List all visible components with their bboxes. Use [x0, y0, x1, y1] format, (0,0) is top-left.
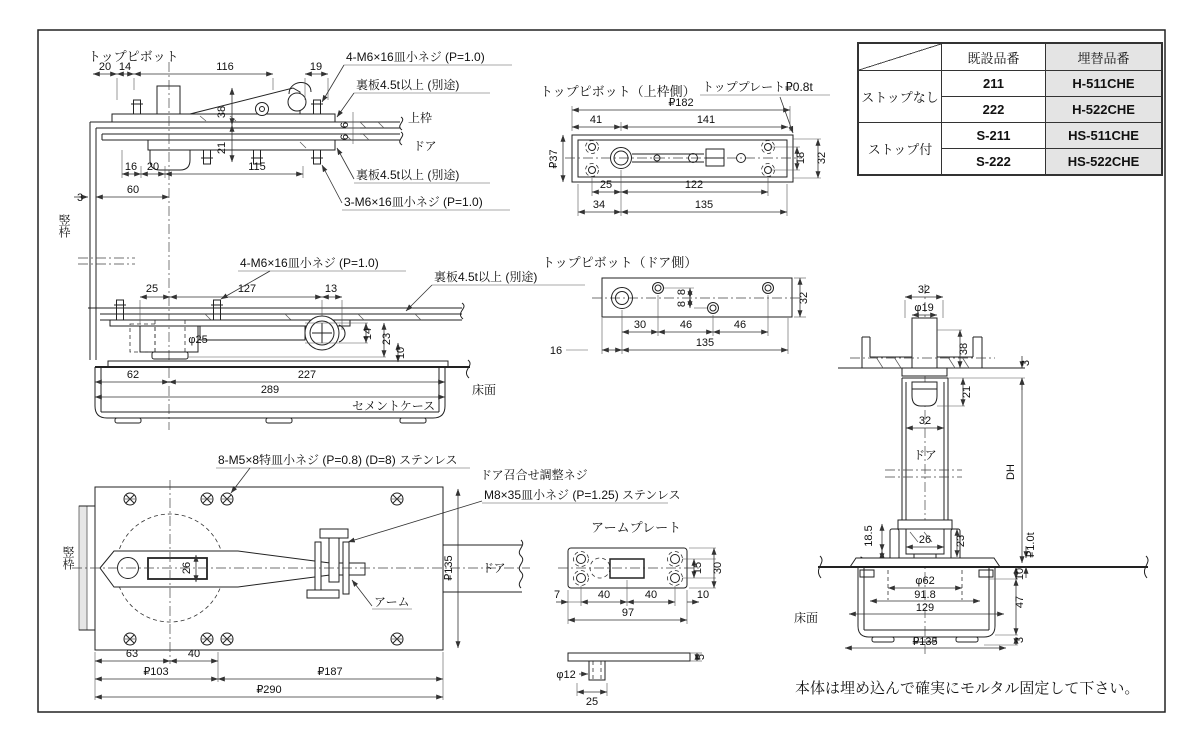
dim-label: 10 — [395, 346, 407, 360]
dim-label: 3 — [1020, 359, 1032, 367]
drawing-title: トップピボット（上枠側） — [540, 84, 696, 99]
dim-label: 10 — [1014, 567, 1026, 581]
door-label: ドア — [482, 561, 506, 575]
side-frame-label: 竪枠 — [57, 214, 71, 238]
dim-label: 289 — [260, 384, 280, 396]
arm-label: アーム — [374, 595, 410, 609]
dim-label: 34 — [592, 199, 606, 211]
door-label: ドア — [913, 448, 937, 462]
dim-label: φ62 — [915, 575, 935, 587]
installation-note: 本体は埋め込んで確実にモルタル固定して下さい。 — [795, 680, 1140, 697]
screw-spec-label: 3-M6×16皿小ネジ (P=1.0) — [344, 195, 483, 209]
dim-label: 8 — [676, 288, 688, 296]
dim-label: 38 — [216, 105, 228, 119]
upper-frame-label: 上枠 — [408, 111, 433, 125]
screw-spec-label: 8-M5×8特皿小ネジ (P=0.8) (D=8) ステンレス — [218, 453, 458, 467]
dim-label: 16 — [124, 161, 138, 173]
dim-label: 46 — [679, 319, 693, 331]
dim-label: 25 — [145, 283, 159, 295]
dim-label: 41 — [589, 114, 603, 126]
dim-label: 63 — [125, 648, 139, 660]
table-cell-replacement: HS-511CHE — [1045, 122, 1161, 148]
dim-label: 18 — [795, 151, 807, 165]
dim-label: 6 — [339, 121, 351, 129]
dim-label: φ12 — [556, 669, 576, 681]
dim-label: 21 — [216, 141, 228, 155]
dim-label: ₽103 — [143, 666, 169, 678]
adjust-screw-label: M8×35皿小ネジ (P=1.25) ステンレス — [484, 488, 681, 502]
top-plate-label: トッププレート₽0.8t — [702, 80, 813, 94]
drawing-title: トップピボット — [88, 49, 179, 64]
dim-label: φ25 — [188, 334, 208, 346]
dim-label: 91.8 — [914, 589, 936, 601]
door-label: ドア — [413, 139, 437, 153]
dim-label: 122 — [684, 179, 704, 191]
dim-label: 32 — [816, 151, 828, 165]
dim-label: 141 — [696, 114, 716, 126]
dim-label: 21 — [961, 385, 973, 399]
dim-label: 10 — [696, 589, 710, 601]
dim-label: 116 — [216, 61, 234, 73]
adjust-screw-label: ドア召合せ調整ネジ — [480, 468, 588, 482]
dim-label: 115 — [248, 161, 266, 173]
dim-label: 23 — [955, 534, 967, 548]
dim-label: 40 — [644, 589, 658, 601]
dim-label: 135 — [694, 199, 714, 211]
dim-label: 25 — [585, 696, 599, 708]
dim-label: 20 — [98, 61, 112, 73]
cement-case-label: セメントケース — [352, 399, 436, 413]
backing-plate-label: 裏板4.5t以上 (別途) — [434, 270, 538, 284]
backing-plate-label: 裏板4.5t以上 (別途) — [356, 168, 460, 182]
drawing-title: トップピボット（ドア側） — [542, 255, 698, 270]
table-header-replacement: 埋替品番 — [1045, 44, 1161, 70]
dim-label: 40 — [597, 589, 611, 601]
floor-label: 床面 — [793, 611, 819, 625]
dim-label: 32 — [798, 291, 810, 305]
drawing-top-pivot-door-side — [542, 255, 810, 357]
dim-label: ₽290 — [256, 684, 282, 696]
drawing-plan-view — [61, 452, 681, 700]
table-cell-model: S-222 — [941, 148, 1045, 174]
table-group-no-stop: ストップなし — [859, 70, 941, 122]
dim-label: 18.5 — [863, 525, 875, 547]
floor-label: 床面 — [472, 383, 497, 397]
dim-label: ₽182 — [668, 97, 694, 109]
dim-label: 25 — [599, 179, 613, 191]
dim-label: ₽37 — [548, 149, 560, 169]
dim-label: 127 — [237, 283, 257, 295]
dim-label: 15 — [692, 561, 704, 575]
dim-label: 7 — [553, 589, 561, 601]
drawing-floor-hinge-section — [88, 256, 585, 423]
dim-label: DH — [1005, 464, 1017, 480]
dim-label: 6 — [339, 133, 351, 141]
table-cell-replacement: H-511CHE — [1045, 70, 1161, 96]
drawing-arm-plate — [554, 520, 724, 708]
screw-spec-label: 4-M6×16皿小ネジ (P=1.0) — [240, 256, 379, 270]
dim-label: 46 — [733, 319, 747, 331]
dim-label: 129 — [915, 602, 935, 614]
drawing-door-vertical-section — [794, 284, 1148, 655]
dim-label: 26 — [181, 561, 193, 575]
dim-label: 5 — [695, 653, 707, 661]
dim-label: 135 — [695, 337, 715, 349]
dim-label: 13 — [324, 283, 338, 295]
table-group-with-stop: ストップ付 — [859, 122, 941, 174]
dim-label: ₽1.0t — [1025, 532, 1037, 558]
dim-label: 38 — [958, 342, 970, 356]
dim-label: 14 — [118, 61, 132, 73]
table-header-existing: 既設品番 — [941, 44, 1045, 70]
dim-label: 20 — [146, 161, 160, 173]
dim-label: 32 — [917, 284, 931, 296]
dim-label: 60 — [126, 184, 140, 196]
dim-label: 14 — [362, 327, 374, 341]
dim-label: 47 — [1014, 595, 1026, 609]
table-corner-cell — [859, 44, 941, 70]
dim-label: 16 — [549, 345, 563, 357]
dim-label: 62 — [126, 369, 140, 381]
table-cell-model: 222 — [941, 96, 1045, 122]
dim-label: 32 — [918, 415, 932, 427]
dim-label: ₽135 — [912, 636, 938, 648]
dim-label: 26 — [918, 534, 932, 546]
drawing-title: アームプレート — [591, 520, 682, 535]
dim-label: ₽187 — [317, 666, 343, 678]
screw-spec-label: 4-M6×16皿小ネジ (P=1.0) — [346, 50, 485, 64]
dim-label: φ19 — [914, 302, 934, 314]
side-frame-label: 竪枠 — [61, 546, 75, 570]
dim-label: 3 — [76, 192, 84, 204]
part-number-table — [857, 42, 1163, 176]
table-cell-replacement: H-522CHE — [1045, 96, 1161, 122]
dim-label: 30 — [633, 319, 647, 331]
drawing-top-pivot-section — [57, 49, 512, 430]
dim-label: 8 — [676, 300, 688, 308]
drawing-top-pivot-frame-side — [540, 80, 830, 216]
dim-label: ₽135 — [443, 555, 455, 581]
backing-plate-label: 裏板4.5t以上 (別途) — [356, 78, 460, 92]
dim-label: 227 — [297, 369, 317, 381]
dim-label: 30 — [712, 561, 724, 575]
table-cell-replacement: HS-522CHE — [1045, 148, 1161, 174]
table-cell-model: 211 — [941, 70, 1045, 96]
dim-label: 40 — [187, 648, 201, 660]
table-cell-model: S-211 — [941, 122, 1045, 148]
dim-label: 97 — [621, 607, 635, 619]
dim-label: 3 — [1014, 636, 1026, 644]
dim-label: 19 — [309, 61, 323, 73]
dim-label: 23 — [381, 332, 393, 346]
